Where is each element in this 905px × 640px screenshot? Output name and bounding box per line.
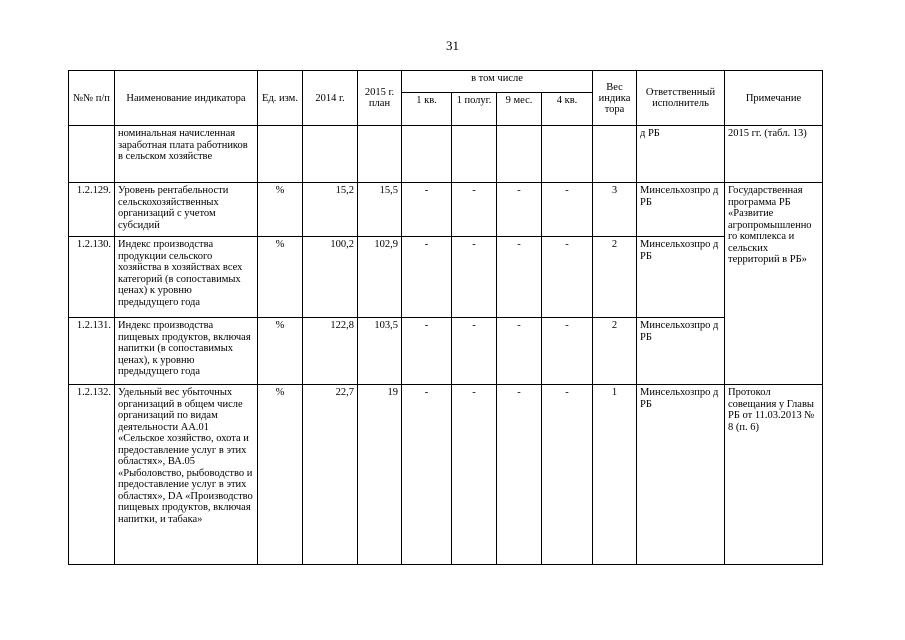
- row-num: 1.2.130.: [69, 237, 115, 318]
- row-indicator-name: Индекс производства пищевых продуктов, включая напитки (в сопоставимых ценах), к уровню предыдущего года: [115, 318, 258, 385]
- row-2014: 100,2: [303, 237, 358, 318]
- row-q1: -: [402, 318, 452, 385]
- row-q4: -: [542, 385, 593, 565]
- row-indicator-name: Удельный вес убыточных организаций в общем числе организаций по видам деятельности АА.01 «Сельское хозяйство, охота и предоставление услуг в этих областях», ВА.05 «Рыболовство, рыбоводство и предоставление услуг в этих областях», DA «Производство пищевых продуктов, включая напитки, и табака»: [115, 385, 258, 565]
- row-responsible: Минсельхозпро д РБ: [637, 318, 725, 385]
- row-9m: [497, 126, 542, 183]
- row-weight: [593, 126, 637, 183]
- header-note: Примечание: [725, 71, 823, 126]
- row-responsible: Минсельхозпро д РБ: [637, 237, 725, 318]
- header-weight: Вес индика тора: [593, 71, 637, 126]
- row-2015-plan: 15,5: [358, 183, 402, 237]
- row-h1: -: [452, 318, 497, 385]
- row-h1: -: [452, 237, 497, 318]
- row-weight: 3: [593, 183, 637, 237]
- table-row: [69, 126, 823, 183]
- row-2015-plan: 103,5: [358, 318, 402, 385]
- row-indicator-name: номинальная начисленная заработная плата работников в сельском хозяйстве: [115, 126, 258, 183]
- row-q1: -: [402, 385, 452, 565]
- row-q1: -: [402, 183, 452, 237]
- row-2014: 122,8: [303, 318, 358, 385]
- row-9m: -: [497, 183, 542, 237]
- row-responsible: д РБ: [637, 126, 725, 183]
- row-2015-plan: [358, 126, 402, 183]
- row-unit: %: [258, 183, 303, 237]
- header-name: Наименование индикатора: [115, 71, 258, 126]
- row-q4: -: [542, 183, 593, 237]
- row-h1: [452, 126, 497, 183]
- row-responsible: Минсельхозпро д РБ: [637, 385, 725, 565]
- row-q1: -: [402, 237, 452, 318]
- row-2014: 22,7: [303, 385, 358, 565]
- page-number: 31: [446, 38, 459, 53]
- header-incl: в том числе: [402, 71, 593, 93]
- row-q4: -: [542, 237, 593, 318]
- row-unit: %: [258, 385, 303, 565]
- row-num: [69, 126, 115, 183]
- header-q1: 1 кв.: [402, 93, 452, 126]
- row-indicator-name: Индекс производства продукции сельского хозяйства в хозяйствах всех категорий (в сопоставимых ценах) к уровню предыдущего года: [115, 237, 258, 318]
- row-9m: -: [497, 237, 542, 318]
- row-unit: %: [258, 318, 303, 385]
- row-2014: 15,2: [303, 183, 358, 237]
- row-weight: 2: [593, 318, 637, 385]
- row-note: Государственная программа РБ «Развитие агропромышленно го комплекса и сельских территорий в РБ»: [725, 183, 823, 385]
- header-9m: 9 мес.: [497, 93, 542, 126]
- table-row: [69, 385, 823, 565]
- row-h1: -: [452, 385, 497, 565]
- row-weight: 2: [593, 237, 637, 318]
- row-q1: [402, 126, 452, 183]
- header-h1: 1 полуг.: [452, 93, 497, 126]
- row-9m: -: [497, 318, 542, 385]
- row-num: 1.2.132.: [69, 385, 115, 565]
- row-unit: [258, 126, 303, 183]
- header-num: №№ п/п: [69, 71, 115, 126]
- row-2015-plan: 102,9: [358, 237, 402, 318]
- header-responsible: Ответственный исполнитель: [637, 71, 725, 126]
- row-unit: %: [258, 237, 303, 318]
- row-num: 1.2.131.: [69, 318, 115, 385]
- header-2014: 2014 г.: [303, 71, 358, 126]
- row-weight: 1: [593, 385, 637, 565]
- row-2015-plan: 19: [358, 385, 402, 565]
- row-note: 2015 гг. (табл. 13): [725, 126, 823, 183]
- row-num: 1.2.129.: [69, 183, 115, 237]
- row-indicator-name: Уровень рентабельности сельскохозяйственных организаций с учетом субсидий: [115, 183, 258, 237]
- row-q4: -: [542, 318, 593, 385]
- row-2014: [303, 126, 358, 183]
- table-row: [69, 237, 823, 318]
- header-unit: Ед. изм.: [258, 71, 303, 126]
- row-responsible: Минсельхозпро д РБ: [637, 183, 725, 237]
- row-q4: [542, 126, 593, 183]
- row-9m: -: [497, 385, 542, 565]
- row-note: Протокол совещания у Главы РБ от 11.03.2013 № 8 (п. 6): [725, 385, 823, 565]
- row-h1: -: [452, 183, 497, 237]
- header-q4: 4 кв.: [542, 93, 593, 126]
- indicators-table: [68, 70, 823, 565]
- header-2015-plan: 2015 г. план: [358, 71, 402, 126]
- table-row: [69, 183, 823, 237]
- table-row: [69, 318, 823, 385]
